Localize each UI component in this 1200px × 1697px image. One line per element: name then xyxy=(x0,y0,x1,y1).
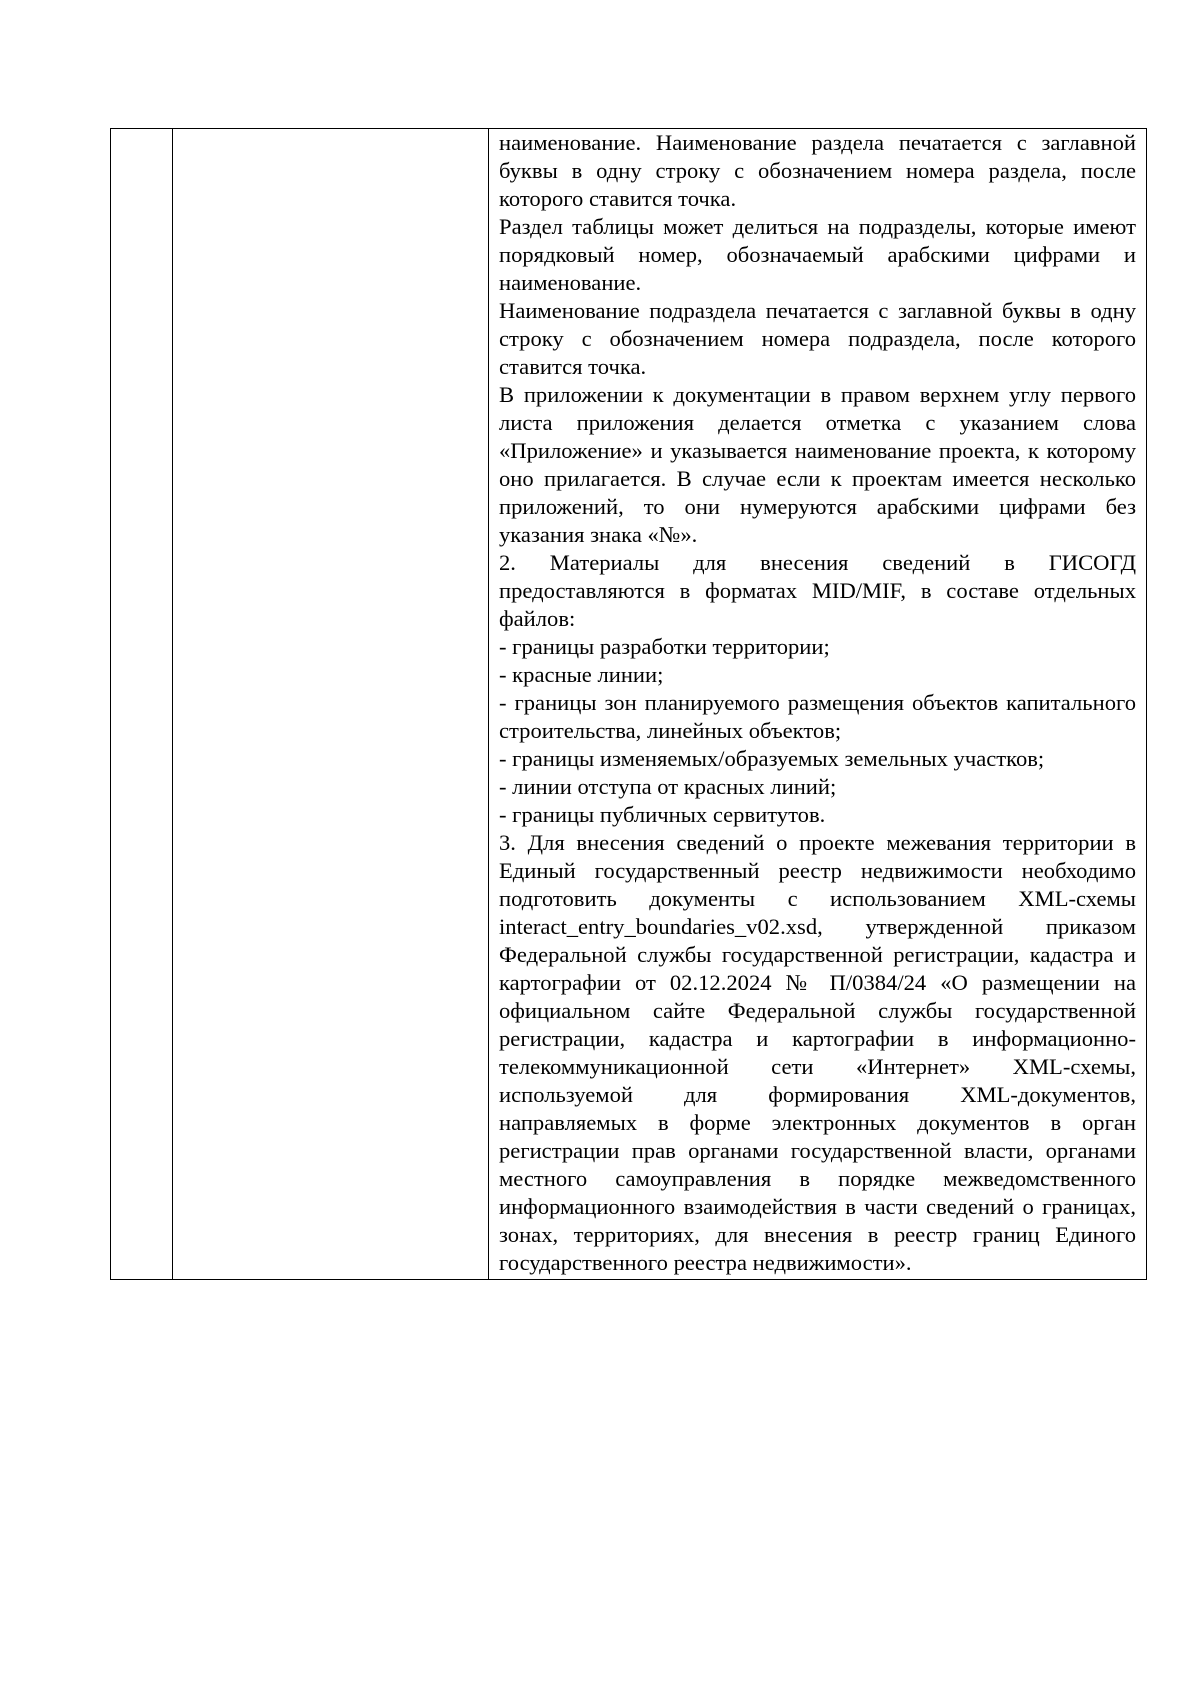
paragraph-subsections: Раздел таблицы может делиться на подразделы, которые имеют порядковый номер, обозначаемый арабскими цифрами и наименование. xyxy=(499,214,1136,295)
paragraph-subsection-name: Наименование подраздела печатается с заглавной буквы в одну строку с обозначением номера подраздела, после которого ставится точка. xyxy=(499,298,1136,379)
list-item: - границы разработки территории; xyxy=(499,634,830,659)
paragraph-section-name: наименование. Наименование раздела печатается с заглавной буквы в одну строку с обозначением номера раздела, после которого ставится точка. xyxy=(499,130,1136,211)
table-cell-content xyxy=(489,129,1147,1280)
paragraph-appendix: В приложении к документации в правом верхнем углу первого листа приложения делается отметка с указанием слова «Приложение» и указывается наименование проекта, к которому оно прилагается. В случае если к проектам имеется несколько приложений, то они нумеруются арабскими цифрами без указания знака «№». xyxy=(499,382,1136,547)
list-item: - красные линии; xyxy=(499,662,664,687)
list-item: - границы изменяемых/образуемых земельных участков; xyxy=(499,746,1045,771)
table-cell-name xyxy=(173,129,489,1280)
list-item: - линии отступа от красных линий; xyxy=(499,774,837,799)
paragraph-materials-formats: 2. Материалы для внесения сведений в ГИСОГД предоставляются в форматах MID/MIF, в составе отдельных файлов: xyxy=(499,550,1136,631)
table-row xyxy=(111,129,1147,1280)
document-table xyxy=(110,128,1147,1280)
list-item: - границы зон планируемого размещения объектов капитального строительства, линейных объектов; xyxy=(499,690,1136,743)
table-cell-number xyxy=(111,129,173,1280)
list-item: - границы публичных сервитутов. xyxy=(499,802,826,827)
paragraph-xml-schema: 3. Для внесения сведений о проекте межевания территории в Единый государственный реестр недвижимости необходимо подготовить документы с использованием XML-схемы interact_entry_boundaries_v02.xsd, утвержденной приказом Федеральной службы государственной регистрации, кадастра и картографии от 02.12.2024 № П/0384/24 «О размещении на официальном сайте Федеральной службы государственной регистрации, кадастра и картографии в информационно-телекоммуникационной сети «Интернет» XML-схемы, используемой для формирования XML-документов, направляемых в форме электронных документов в орган регистрации прав органами государственной власти, органами местного самоуправления в порядке межведомственного информационного взаимодействия в части сведений о границах, зонах, территориях, для внесения в реестр границ Единого государственного реестра недвижимости». xyxy=(499,830,1136,1275)
cell-content-text xyxy=(489,129,1146,1279)
